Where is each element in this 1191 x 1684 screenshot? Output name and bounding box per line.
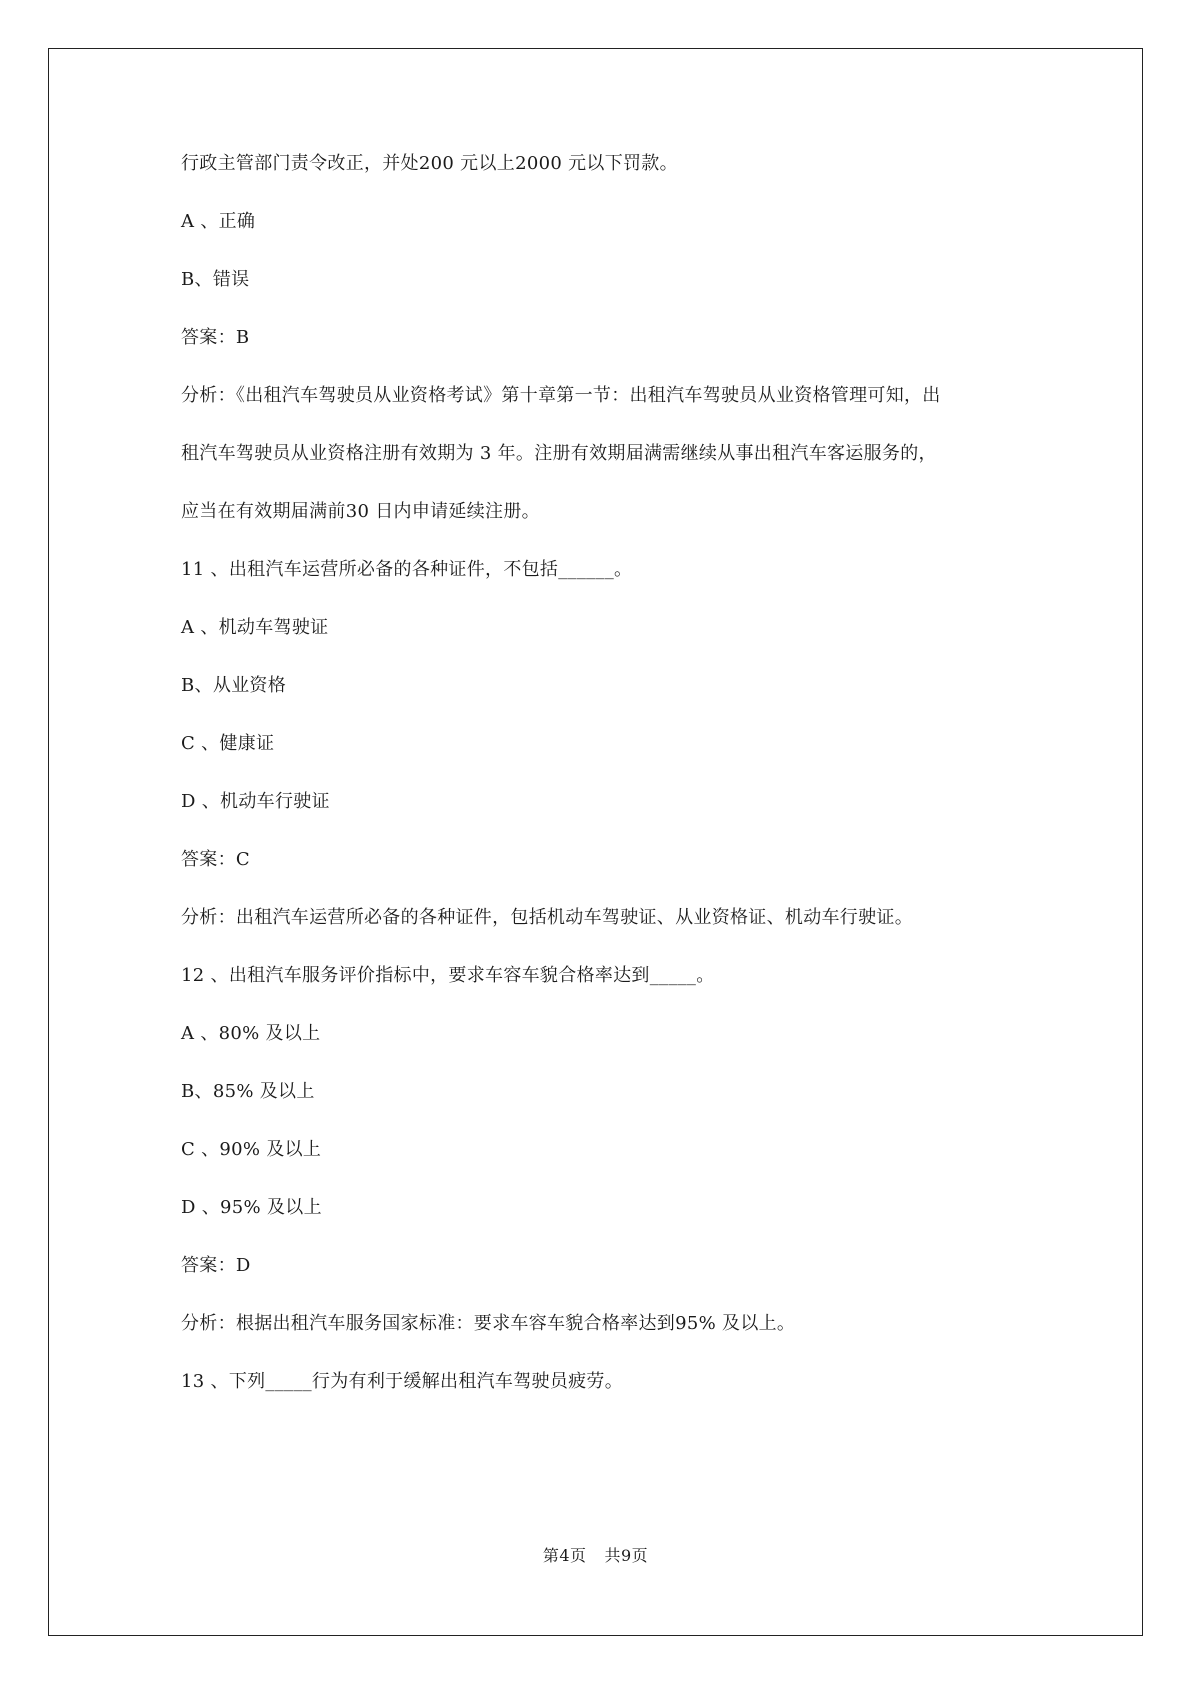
q10-analysis-line-1: 分析：《出租汽车驾驶员从业资格考试》第十章第一节：出租汽车驾驶员从业资格管理可知，出 [181,385,941,406]
q12-option-c: C 、90% 及以上 [181,1139,322,1160]
q10-option-b: B、错误 [181,269,250,290]
text-line-penalty: 行政主管部门责令改正，并处200 元以上2000 元以下罚款。 [181,153,678,174]
q11-option-b: B、从业资格 [181,675,287,696]
q13-question: 13 、下列_____行为有利于缓解出租汽车驾驶员疲劳。 [181,1371,624,1392]
q11-option-c: C 、健康证 [181,733,275,754]
q11-option-a: A 、机动车驾驶证 [181,617,329,638]
q12-option-b: B、85% 及以上 [181,1081,315,1102]
q11-answer: 答案：C [181,849,250,870]
q12-option-a: A 、80% 及以上 [181,1023,321,1044]
q10-analysis-line-3: 应当在有效期届满前30 日内申请延续注册。 [181,501,540,522]
page-total: 共9页 [604,1546,649,1565]
q10-answer: 答案：B [181,327,250,348]
q10-analysis-line-2: 租汽车驾驶员从业资格注册有效期为 3 年。注册有效期届满需继续从事出租汽车客运服务的， [181,443,937,464]
page-footer [0,1545,1191,1567]
q12-analysis: 分析：根据出租汽车服务国家标准：要求车容车貌合格率达到95% 及以上。 [181,1313,796,1334]
q12-question: 12 、出租汽车服务评价指标中，要求车容车貌合格率达到_____。 [181,965,715,986]
page-number: 第4页 [542,1546,587,1565]
q11-option-d: D 、机动车行驶证 [181,791,330,812]
q11-question: 11 、出租汽车运营所必备的各种证件，不包括______。 [181,559,633,580]
q12-option-d: D 、95% 及以上 [181,1197,322,1218]
q11-analysis: 分析：出租汽车运营所必备的各种证件，包括机动车驾驶证、从业资格证、机动车行驶证。 [181,907,913,928]
q12-answer: 答案：D [181,1255,251,1276]
q10-option-a: A 、正确 [181,211,256,232]
